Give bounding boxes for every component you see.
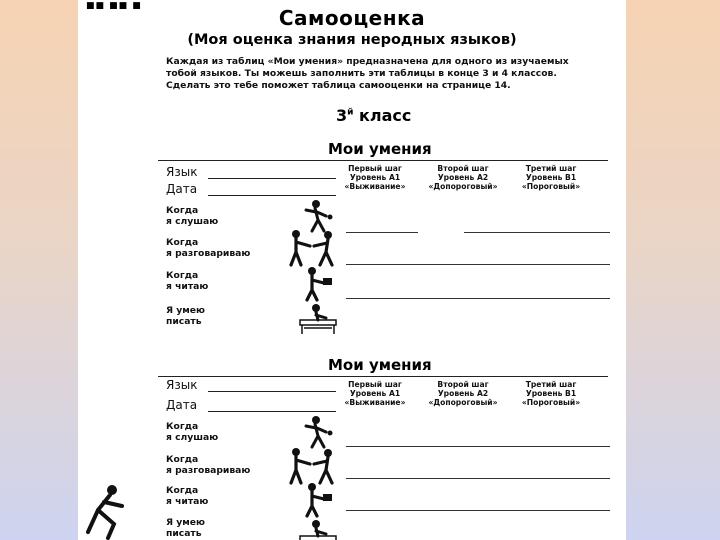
- section-title: Мои умения: [328, 140, 432, 158]
- answer-line-reading[interactable]: [346, 510, 610, 511]
- grade-heading: [336, 106, 411, 125]
- answer-line-listening-2[interactable]: [464, 232, 610, 233]
- step-level: Уровень А1: [349, 173, 401, 182]
- answer-line-speaking[interactable]: [346, 478, 610, 479]
- step-name: Первый шаг: [348, 380, 402, 389]
- page-title: Самооценка: [278, 6, 426, 30]
- skill-line: Когда: [166, 205, 199, 216]
- date-label: Дата: [166, 398, 198, 412]
- skill-line: я разговариваю: [166, 464, 251, 476]
- skill-reading: [166, 271, 208, 292]
- skill-line: Когда: [166, 454, 199, 465]
- step-name: Третий шаг: [525, 164, 577, 173]
- language-field[interactable]: [208, 391, 336, 392]
- skill-line: Я умею: [166, 305, 205, 316]
- step-name: Второй шаг: [437, 380, 489, 389]
- date-field[interactable]: [208, 411, 336, 412]
- step-quote: «Выживание»: [344, 398, 406, 407]
- grade-number: 3: [336, 106, 348, 125]
- skill-line: я читаю: [166, 495, 209, 507]
- skill-line: Я умею: [166, 517, 205, 528]
- intro-paragraph: [166, 56, 611, 92]
- skill-line: Когда: [166, 237, 199, 248]
- step-column-3: [506, 380, 596, 407]
- skill-line: писать: [166, 315, 202, 327]
- step-name: Второй шаг: [437, 164, 489, 173]
- skill-listening: [166, 422, 218, 443]
- step-column-1: [330, 164, 420, 191]
- step-level: Уровень А1: [349, 389, 401, 398]
- writing-figure-icon: [294, 300, 344, 336]
- section-divider: [158, 160, 608, 161]
- step-column-2: [418, 164, 508, 191]
- language-label: Язык: [166, 378, 198, 392]
- skill-line: Когда: [166, 270, 199, 281]
- skill-speaking: [166, 455, 250, 476]
- language-field[interactable]: [208, 178, 336, 179]
- skill-line: я слушаю: [166, 215, 219, 227]
- listening-figure-icon: [296, 414, 342, 450]
- skill-line: Когда: [166, 485, 199, 496]
- step-name: Третий шаг: [525, 380, 577, 389]
- answer-line-listening[interactable]: [346, 446, 610, 447]
- corner-figure-icon: [78, 480, 148, 540]
- skill-writing: [166, 306, 205, 327]
- date-field[interactable]: [208, 195, 336, 196]
- step-quote: «Пороговый»: [521, 182, 581, 191]
- intro-line: Сделать это тебе поможет таблица самооценки на странице 14.: [166, 80, 511, 91]
- intro-line: Каждая из таблиц «Мои умения» предназначена для одного из изучаемых: [166, 56, 569, 67]
- reading-figure-icon: [296, 264, 342, 302]
- step-quote: «Допороговый»: [428, 182, 498, 191]
- answer-line-listening[interactable]: [346, 232, 418, 233]
- intro-line: тобой языков. Ты можешь заполнить эти таблицы в конце 3 и 4 классов.: [166, 68, 557, 79]
- page-subtitle: (Моя оценка знания неродных языков): [187, 32, 517, 48]
- step-level: Уровень А2: [437, 173, 489, 182]
- language-label: Язык: [166, 165, 198, 179]
- answer-line-reading[interactable]: [346, 298, 610, 299]
- top-marks: ■■ ■■ ■: [86, 1, 142, 11]
- step-level: Уровень В1: [525, 389, 577, 398]
- reading-figure-icon: [296, 480, 342, 518]
- speaking-figures-icon: [284, 228, 344, 268]
- step-quote: «Выживание»: [344, 182, 406, 191]
- step-quote: «Допороговый»: [428, 398, 498, 407]
- step-level: Уровень А2: [437, 389, 489, 398]
- step-column-2: [418, 380, 508, 407]
- date-label: Дата: [166, 182, 198, 196]
- step-name: Первый шаг: [348, 164, 402, 173]
- skill-reading: [166, 486, 208, 507]
- section-divider: [158, 376, 608, 377]
- skill-listening: [166, 206, 218, 227]
- skill-line: писать: [166, 527, 202, 539]
- section-title: Мои умения: [328, 356, 432, 374]
- step-level: Уровень В1: [525, 173, 577, 182]
- skill-line: я слушаю: [166, 431, 219, 443]
- step-quote: «Пороговый»: [521, 398, 581, 407]
- worksheet-page: [78, 0, 626, 540]
- writing-figure-icon: [294, 516, 344, 540]
- grade-suffix: й: [347, 107, 354, 118]
- skill-speaking: [166, 238, 250, 259]
- step-column-3: [506, 164, 596, 191]
- skill-line: Когда: [166, 421, 199, 432]
- skill-line: я разговариваю: [166, 247, 251, 259]
- skill-line: я читаю: [166, 280, 209, 292]
- step-column-1: [330, 380, 420, 407]
- grade-word: класс: [359, 106, 412, 125]
- answer-line-speaking[interactable]: [346, 264, 610, 265]
- skill-writing: [166, 518, 205, 539]
